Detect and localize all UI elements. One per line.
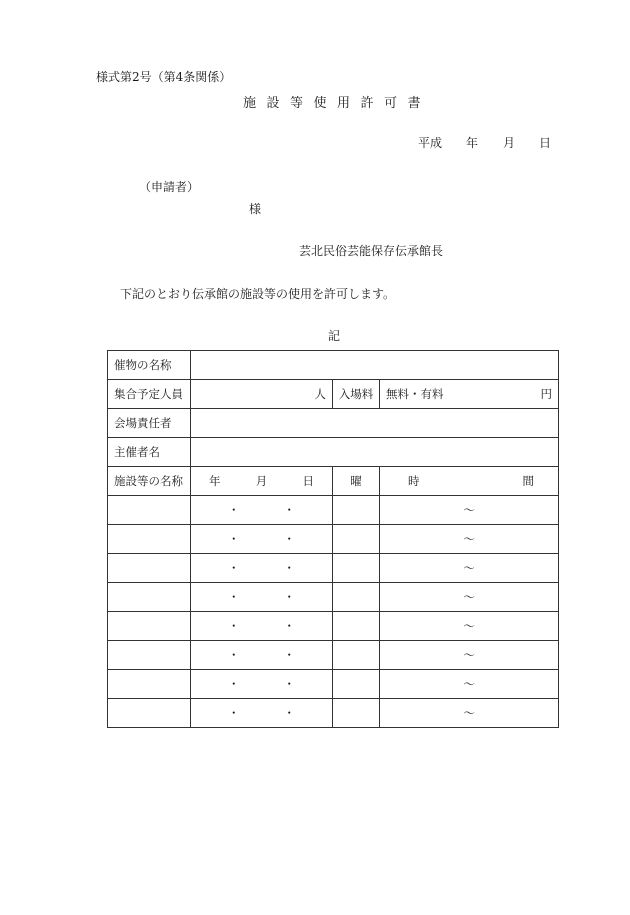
date-cell[interactable] [191, 554, 333, 583]
attendance-field[interactable] [191, 380, 333, 409]
weekday-cell[interactable] [333, 496, 380, 525]
date-dot: ・ [228, 706, 240, 720]
date-dot: ・ [228, 677, 240, 691]
time-tilde: ～ [463, 677, 475, 691]
time-tilde: ～ [463, 503, 475, 517]
date-year: 年 [466, 136, 479, 150]
date-dot: ・ [228, 532, 240, 546]
time-cell[interactable] [380, 670, 559, 699]
document-title: 施設等使用許可書 [243, 96, 432, 111]
time-cell[interactable] [380, 583, 559, 612]
date-day: 日 [539, 136, 552, 150]
facility-cell[interactable] [108, 612, 191, 641]
date-cell[interactable] [191, 641, 333, 670]
person-unit: 人 [314, 387, 326, 401]
issue-date [418, 134, 551, 151]
form-number: 様式第2号（第4条関係） [96, 70, 232, 84]
schedule-header-row [108, 467, 559, 496]
time-tilde: ～ [463, 532, 475, 546]
honorific: 様 [249, 202, 262, 216]
attendance-label: 集合予定人員 [108, 380, 191, 409]
date-era: 平成 [418, 136, 443, 150]
organizer-field[interactable] [191, 438, 559, 467]
time-tilde: ～ [463, 561, 475, 575]
date-dot: ・ [228, 590, 240, 604]
date-dot: ・ [228, 619, 240, 633]
date-cell[interactable] [191, 583, 333, 612]
weekday-cell[interactable] [333, 612, 380, 641]
date-dot: ・ [228, 503, 240, 517]
event-name-field[interactable] [191, 351, 559, 380]
time-cell[interactable] [380, 612, 559, 641]
facility-cell[interactable] [108, 583, 191, 612]
facility-cell[interactable] [108, 641, 191, 670]
schedule-row [108, 583, 559, 612]
date-dot: ・ [228, 648, 240, 662]
weekday-cell[interactable] [333, 525, 380, 554]
schedule-row [108, 641, 559, 670]
time-tilde: ～ [463, 648, 475, 662]
ki-marker: 記 [328, 329, 341, 343]
time-cell[interactable] [380, 496, 559, 525]
facility-cell[interactable] [108, 699, 191, 728]
date-dot: ・ [228, 561, 240, 575]
applicant-label: （申請者） [139, 180, 200, 194]
date-cell[interactable] [191, 612, 333, 641]
time-tilde: ～ [463, 706, 475, 720]
event-name-row [108, 351, 559, 380]
schedule-row [108, 554, 559, 583]
weekday-cell[interactable] [333, 583, 380, 612]
date-month: 月 [503, 136, 516, 150]
manager-field[interactable] [191, 409, 559, 438]
date-cell[interactable] [191, 496, 333, 525]
schedule-row [108, 699, 559, 728]
time-tilde: ～ [463, 590, 475, 604]
col-time-1: 時 [408, 474, 420, 488]
time-cell[interactable] [380, 699, 559, 728]
col-year: 年 [209, 474, 221, 488]
facility-cell[interactable] [108, 525, 191, 554]
manager-row [108, 409, 559, 438]
facility-label: 施設等の名称 [108, 467, 191, 496]
date-cell[interactable] [191, 670, 333, 699]
organizer-label: 主催者名 [108, 438, 191, 467]
fee-field[interactable] [380, 380, 559, 409]
facility-cell[interactable] [108, 670, 191, 699]
date-dot: ・ [283, 590, 295, 604]
weekday-cell[interactable] [333, 670, 380, 699]
event-name-label: 催物の名称 [108, 351, 191, 380]
date-cell[interactable] [191, 525, 333, 554]
schedule-row [108, 525, 559, 554]
time-cell[interactable] [380, 641, 559, 670]
weekday-cell[interactable] [333, 699, 380, 728]
date-dot: ・ [283, 503, 295, 517]
facility-cell[interactable] [108, 554, 191, 583]
weekday-cell[interactable] [333, 554, 380, 583]
date-dot: ・ [283, 561, 295, 575]
issuer-name: 芸北民俗芸能保存伝承館長 [299, 244, 444, 258]
weekday-cell[interactable] [333, 641, 380, 670]
manager-label: 会場責任者 [108, 409, 191, 438]
col-day: 日 [302, 474, 314, 488]
time-cell[interactable] [380, 525, 559, 554]
attendance-row [108, 380, 559, 409]
date-header [191, 467, 333, 496]
date-cell[interactable] [191, 699, 333, 728]
date-dot: ・ [283, 619, 295, 633]
organizer-row [108, 438, 559, 467]
schedule-row [108, 496, 559, 525]
date-dot: ・ [283, 677, 295, 691]
time-header [380, 467, 559, 496]
time-cell[interactable] [380, 554, 559, 583]
facility-cell[interactable] [108, 496, 191, 525]
date-dot: ・ [283, 648, 295, 662]
schedule-row [108, 670, 559, 699]
fee-options: 無料・有料 [386, 387, 444, 401]
fee-label: 入場料 [333, 380, 380, 409]
date-dot: ・ [283, 532, 295, 546]
schedule-row [108, 612, 559, 641]
col-month: 月 [255, 474, 268, 488]
time-tilde: ～ [463, 619, 475, 633]
yen-unit: 円 [540, 387, 553, 401]
col-time-2: 間 [522, 474, 535, 488]
weekday-header: 曜 [333, 467, 380, 496]
permission-statement: 下記のとおり伝承館の施設等の使用を許可します。 [120, 287, 396, 301]
date-dot: ・ [283, 706, 295, 720]
permit-table [107, 350, 559, 728]
